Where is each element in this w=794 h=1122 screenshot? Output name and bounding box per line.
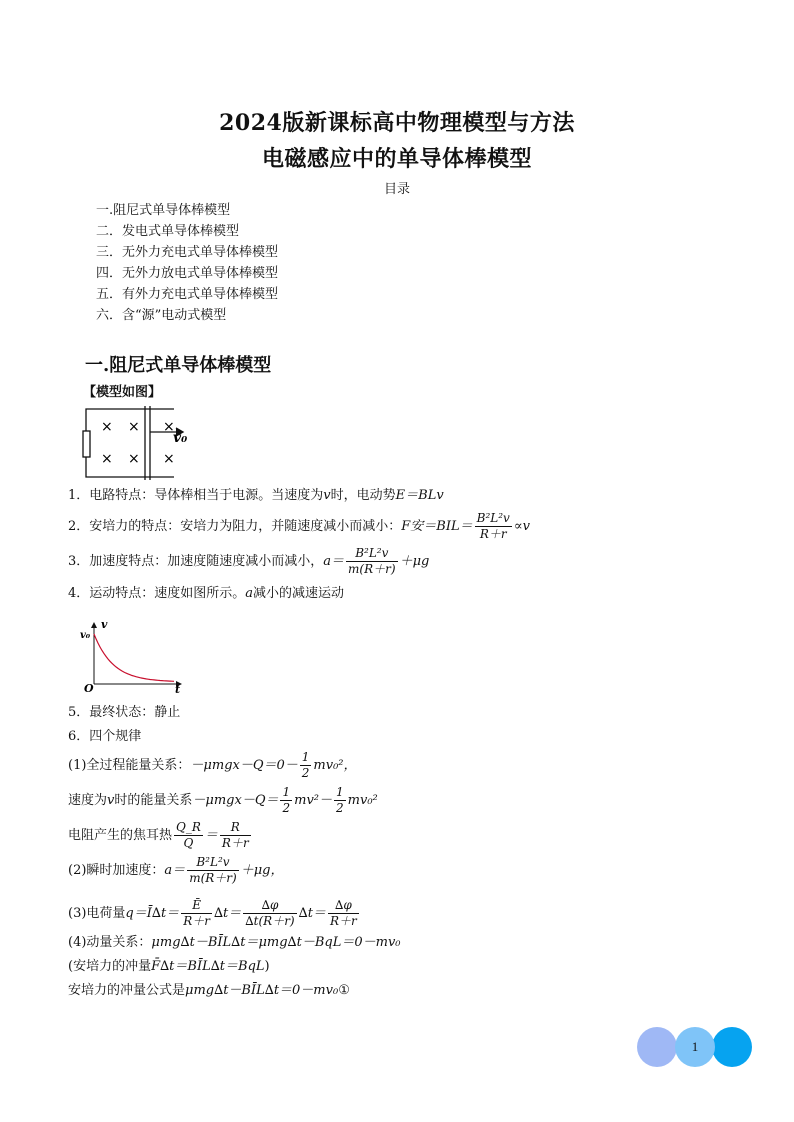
model-label: 【模型如图】 xyxy=(83,385,162,400)
field-cross-mark: × xyxy=(128,419,140,435)
document-title: 2024版新课标高中物理模型与方法 xyxy=(219,110,575,136)
item-6: 6．四个规律 xyxy=(68,729,142,744)
document-subtitle: 电磁感应中的单导体棒模型 xyxy=(261,146,532,172)
field-cross-mark: × xyxy=(163,419,175,435)
item-5: 5．最终状态：静止 xyxy=(68,705,181,720)
toc-item-1[interactable]: 一.阻尼式单导体棒模型 xyxy=(96,203,231,218)
section-heading: 一.阻尼式单导体棒模型 xyxy=(85,355,272,376)
toc-item-4[interactable]: 四．无外力放电式单导体棒模型 xyxy=(96,266,279,281)
resistor-symbol xyxy=(83,431,90,457)
graph-v0-label: v₀ xyxy=(80,630,91,641)
rule-5: (3)电荷量q＝Ī∆t＝ $\frac{Ē}{R+r}$ ∆t＝ $\frac{\Delta\varphi}{\Delta t(R+r)}$ ∆t＝ $\frac{\Delta\varphi}{R+r}$ xyxy=(68,898,357,928)
rule-4: (2)瞬时加速度：a＝ $\frac{\text{B²L²v}}{m(R+r)}$ ＋μg， xyxy=(68,855,284,885)
page-circle-right xyxy=(712,1027,752,1067)
graph-xlabel: t xyxy=(175,683,181,696)
graph-origin: O xyxy=(84,682,94,695)
page-circle-left xyxy=(637,1027,677,1067)
toc-item-2[interactable]: 二．发电式单导体棒模型 xyxy=(96,224,240,239)
item-1: 1．电路特点：导体棒相当于电源。当速度为v时，电动势E＝BLv xyxy=(68,488,444,503)
rule-7: (安培力的冲量F̄∆t＝BĪL∆t＝BqL) xyxy=(68,959,270,974)
table-of-contents xyxy=(96,200,278,326)
item-2: 2．安培力的特点：安培力为阻力，并随速度减小而减小：F安＝BIL＝ $\frac{\text{B²L²v}}{R+r}$ ∝v xyxy=(68,511,530,541)
item-4: 4．运动特点：速度如图所示。a减小的减速运动 xyxy=(68,586,345,601)
toc-item-5[interactable]: 五．有外力充电式单导体棒模型 xyxy=(96,287,279,302)
velocity-label: v₀ xyxy=(173,430,188,446)
rule-3: 电阻产生的焦耳热 $\frac{Q\_R}{Q}$ ＝ $\frac{R}{R+r}$ xyxy=(68,820,249,850)
decay-curve xyxy=(94,634,174,681)
field-cross-mark: × xyxy=(101,419,113,435)
velocity-time-graph xyxy=(80,618,190,696)
page-number-badge[interactable] xyxy=(675,1027,715,1067)
toc-item-6[interactable]: 六．含“源”电动式模型 xyxy=(96,308,227,323)
page-number: 1 xyxy=(691,1039,699,1054)
rule-6: (4)动量关系：μmg∆t－BĪL∆t＝μmg∆t－BqL＝0－mv₀ xyxy=(68,935,401,950)
toc-heading: 目录 xyxy=(383,182,410,197)
circuit-diagram xyxy=(70,404,200,482)
item-3: 3．加速度特点：加速度随速度减小而减小，a＝ $\frac{\text{B²L²v}}{m(R+r)}$ ＋μg xyxy=(68,546,430,576)
rule-8: 安培力的冲量公式是μmg∆t－BĪL∆t＝0－mv₀① xyxy=(68,983,350,998)
field-cross-mark: × xyxy=(128,451,140,467)
field-cross-mark: × xyxy=(163,451,175,467)
toc-item-3[interactable]: 三．无外力充电式单导体棒模型 xyxy=(96,245,279,260)
graph-ylabel: v xyxy=(101,618,108,631)
rule-2: 速度为v时的能量关系－μmgx－Q＝ $\frac{1}{2}$ mv²－ $\frac{1}{2}$ mv₀² xyxy=(68,785,378,815)
field-cross-mark: × xyxy=(101,451,113,467)
rule-1: (1)全过程能量关系：－μmgx－Q＝0－ $\frac{1}{2}$ mv₀²， xyxy=(68,750,357,780)
